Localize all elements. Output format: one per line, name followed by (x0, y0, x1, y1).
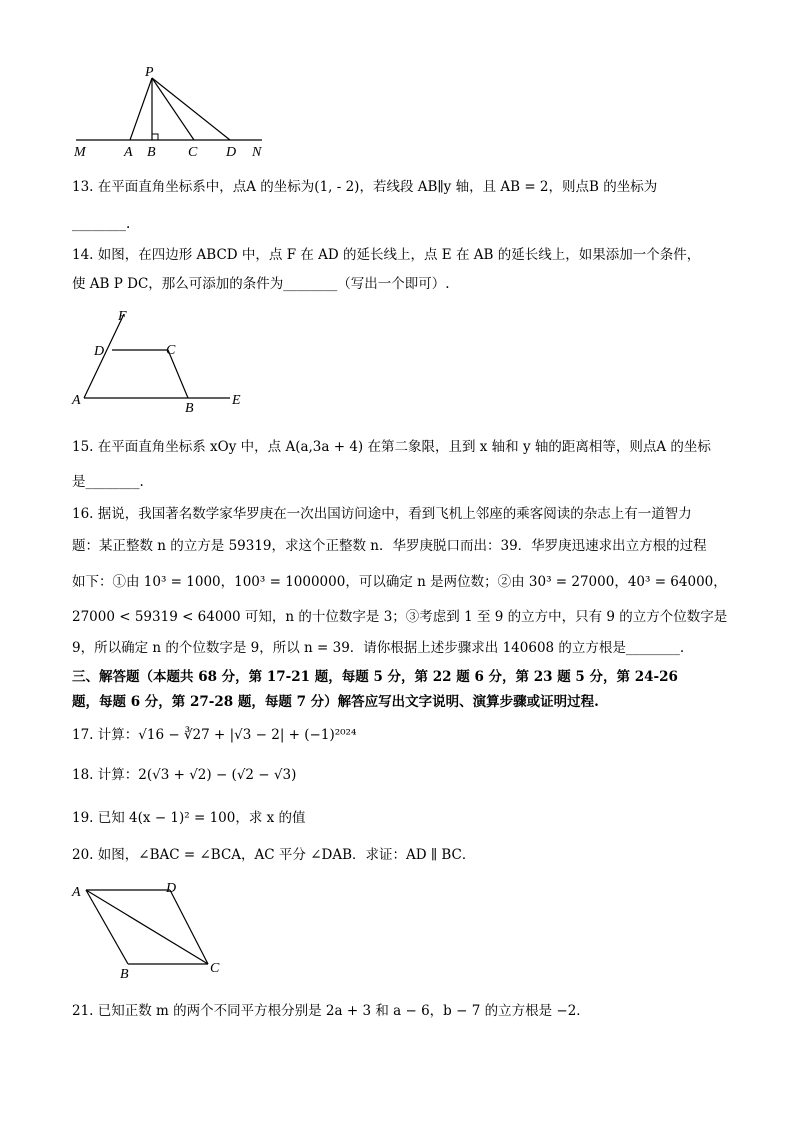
q16-line3: 如下：①由 10³ = 1000，100³ = 1000000，可以确定 n 是两位数；②由 30³ = 27000，40³ = 64000， (72, 574, 727, 590)
section3-line2: 题，每题 6 分，第 27-28 题，每题 7 分）解答应写出文字说明、演算步骤或证明过程. (72, 694, 599, 710)
diagonal-ac (86, 890, 208, 964)
q16-line4: 27000 < 59319 < 64000 可知，n 的十位数字是 3；③考虑到 1 至 9 的立方中，只有 9 的立方个位数字是 (72, 609, 728, 625)
label-e: E (232, 393, 241, 408)
label-m: M (74, 145, 86, 160)
label-b: B (185, 401, 194, 416)
section3-line1: 三、解答题（本题共 68 分，第 17-21 题，每题 5 分，第 22 题 6 分，第 23 题 5 分，第 24-26 (72, 669, 678, 685)
label-f: F (118, 309, 127, 324)
q16-line5: 9，所以确定 n 的个位数字是 9，所以 n = 39．请你根据上述步骤求出 140608 的立方根是________. (72, 640, 685, 656)
q17: 17. 计算：√16 − ∛27 + |√3 − 2| + (−1)²⁰²⁴ (72, 727, 357, 743)
label-p: P (145, 65, 154, 80)
q21: 21. 已知正数 m 的两个不同平方根分别是 2a + 3 和 a − 6，b − 7 的立方根是 −2． (72, 1003, 590, 1019)
q15-line2: 是________. (72, 474, 144, 490)
q13-line1: 13. 在平面直角坐标系中，点A 的坐标为(1, - 2)，若线段 AB∥y 轴，且 AB = 2，则点B 的坐标为 (72, 179, 658, 195)
label-b: B (147, 145, 156, 160)
q19: 19. 已知 4(x − 1)² = 100，求 x 的值 (72, 810, 306, 826)
label-n: N (252, 145, 262, 160)
right-angle-mark (152, 134, 158, 140)
label-c: C (188, 145, 198, 160)
label-d: D (226, 145, 237, 160)
figure-quadrilateral-abcd (70, 306, 260, 416)
segment-ab (86, 890, 128, 964)
label-a: A (124, 145, 133, 160)
q15-line1: 15. 在平面直角坐标系 xOy 中，点 A(a,3a + 4) 在第二象限，且到 x 轴和 y 轴的距离相等，则点A 的坐标 (72, 439, 711, 455)
q14-line1: 14. 如图，在四边形 ABCD 中，点 F 在 AD 的延长线上，点 E 在 AB 的延长线上，如果添加一个条件， (72, 247, 701, 263)
label-a: A (72, 885, 81, 900)
figure-parallelogram-abcd (70, 878, 240, 983)
label-b: B (120, 967, 129, 982)
figure-point-p-perpendicular (70, 62, 270, 162)
q13-line2: ________. (72, 216, 131, 232)
label-d: D (94, 344, 105, 359)
q20: 20. 如图，∠BAC = ∠BCA，AC 平分 ∠DAB．求证：AD ∥ BC． (72, 847, 476, 863)
q18: 18. 计算：2(√3 + √2) − (√2 − √3) (72, 767, 297, 783)
segment-pa (130, 78, 152, 140)
label-c: C (166, 343, 176, 358)
q16-line1: 16. 据说，我国著名数学家华罗庚在一次出国访问途中，看到飞机上邻座的乘客阅读的杂志上有一道智力 (72, 506, 692, 522)
label-a: A (72, 393, 81, 408)
q16-line2: 题：某正整数 n 的立方是 59319，求这个正整数 n．华罗庚脱口而出：39．华罗庚迅速求出立方根的过程 (72, 538, 707, 554)
segment-pc (152, 78, 194, 140)
segment-pd (152, 78, 230, 140)
label-d: D (166, 881, 177, 896)
q14-line2: 使 AB P DC，那么可添加的条件为________（写出一个即可）. (72, 276, 450, 292)
label-c: C (210, 961, 220, 976)
